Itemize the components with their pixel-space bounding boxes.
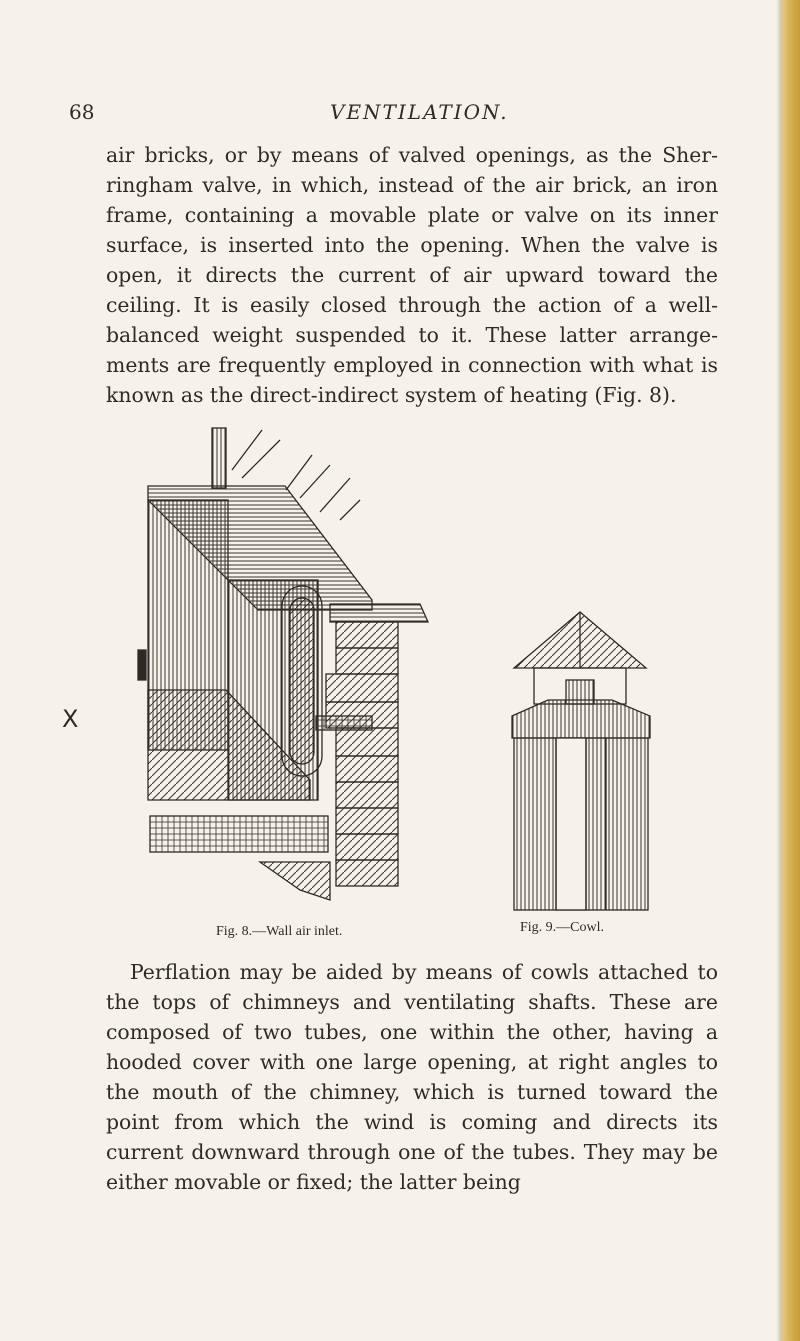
margin-mark: X [62,705,79,733]
figure-8-caption: Fig. 8.—Wall air inlet. [216,924,343,939]
paragraph-1: air bricks, or by means of valved openings, as the Sher-ringham valve, in which, instead of the air brick, an iron frame, containing a movable plate or valve on its inner surface, is inserted into the opening. When the valve is open, it directs the current of air upward toward the ceiling. It is easily closed through the action of a well-balanced weight suspended to it. These latter arrange-ments are frequently employed in connection with what is known as the direct-indirect system of heating (Fig. 8). [106,143,718,407]
figure-9-caption: Fig. 9.—Cowl. [520,920,605,935]
running-head [0,100,760,130]
page-number: 68 [69,100,95,124]
page-edge [782,0,800,1341]
running-title: VENTILATION. [330,100,509,124]
paragraph-2: Perflation may be aided by means of cowls attached to the tops of chimneys and ventilating shafts. These are composed of two tubes, one within the other, having a hooded cover with one large opening, at right angles to the mouth of the chimney, which is turned toward the point from which the wind is coming and directs its current downward through one of the tubes. They may be either movable or fixed; the latter being [106,960,718,1194]
